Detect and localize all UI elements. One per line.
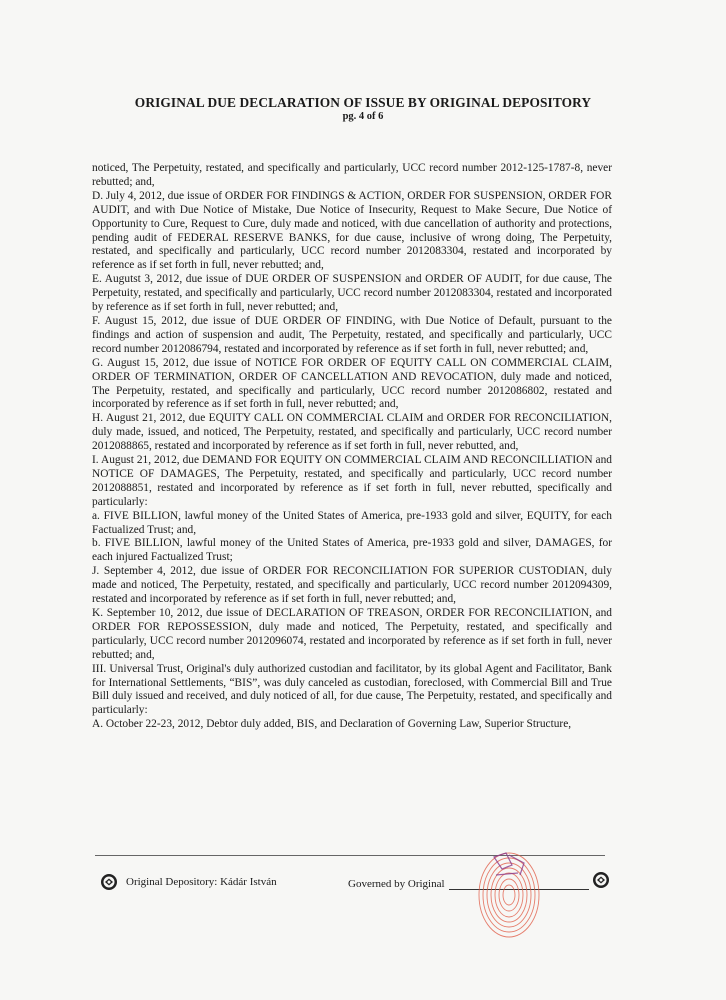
footer-seal-right <box>592 871 610 894</box>
paragraph: b. FIVE BILLION, lawful money of the United States of America, pre-1933 gold and silver, DAMAGES, for each injured Factualized Trust; <box>92 537 612 564</box>
governed-label: Governed by Original <box>348 878 445 890</box>
paragraph: E. Augutst 3, 2012, due issue of DUE ORDER OF SUSPENSION and ORDER OF AUDIT, for due cause, The Perpetuity, restated, and specifically and particularly, UCC record number 2012083304, restated and incorporated by reference as if set forth in full, never rebutted; and, <box>92 273 612 314</box>
seal-icon <box>100 873 118 891</box>
paragraph: H. August 21, 2012, due EQUITY CALL ON COMMERCIAL CLAIM and ORDER FOR RECONCILIATION, duly made, issued, and noticed, The Perpetuity, restated, and specifically and particularly, UCC record number 2012088865, restated and incorporated by reference as if set forth in full, never rebutted, and, <box>92 412 612 453</box>
document-title: ORIGINAL DUE DECLARATION OF ISSUE BY ORIGINAL DEPOSITORY <box>134 95 592 110</box>
paragraph: III. Universal Trust, Original's duly authorized custodian and facilitator, by its global Agent and Facilitator, Bank for International Settlements, “BIS”, was duly canceled as custodian, foreclosed, with Commercial Bill and True Bill duly issued and received, and duly noticed of all, for due cause, The Perpetuity, restated, and specifically and particularly: <box>92 662 612 717</box>
thumbprint-signature <box>474 845 544 940</box>
paragraph: A. October 22-23, 2012, Debtor duly added, BIS, and Declaration of Governing Law, Superior Structure, <box>92 718 572 731</box>
paragraph: G. August 15, 2012, due issue of NOTICE FOR ORDER OF EQUITY CALL ON COMMERCIAL CLAIM, ORDER OF TERMINATION, ORDER OF CANCELLATION AND REVOCATION, duly made and noticed, The Perpetuity, restated, and specifically and particularly, UCC record number 2012086802, restated and incorporated by reference as if set forth in full, never rebutted; and, <box>92 356 612 411</box>
paragraph: D. July 4, 2012, due issue of ORDER FOR FINDINGS & ACTION, ORDER FOR SUSPENSION, ORDER FOR AUDIT, and with Due Notice of Mistake, Due Notice of Insecurity, Request to Make Secure, Due Notice of Opportunity to Cure, Request to Cure, duly made and noticed, with due cancellation of authority and protections, pending audit of FEDERAL RESERVE BANKS, for due cause, inclusive of wrong doing, The Perpetuity, restated, and specifically and particularly, UCC record number 2012083304, restated and incorporated by reference as if set forth in full, never rebutted; and, <box>92 189 612 272</box>
seal-icon <box>592 871 610 889</box>
depository-label: Original Depository: Kádár István <box>126 876 277 888</box>
paragraph: I. August 21, 2012, due DEMAND FOR EQUITY ON COMMERCIAL CLAIM AND RECONCILLIATION and NOTICE OF DAMAGES, The Perpetuity, restated, and specifically and particularly, UCC record number 2012088851, restated and incorporated by reference as if set forth in full, never rebutted, specifically and particularly: <box>92 454 612 508</box>
page-number: pg. 4 of 6 <box>342 111 384 122</box>
paragraph: a. FIVE BILLION, lawful money of the United States of America, pre-1933 gold and silver, EQUITY, for each Factualized Trust; and, <box>92 509 612 536</box>
document-body <box>92 162 612 732</box>
footer-depository <box>100 873 277 891</box>
paragraph: J. September 4, 2012, due issue of ORDER FOR RECONCILIATION FOR SUPERIOR CUSTODIAN, duly made and noticed, The Perpetuity, restated, and specifically and particularly, UCC record number 2012094309, restated and incorporated by reference as if set forth in full, never rebutted; and, <box>92 565 612 606</box>
paragraph: F. August 15, 2012, due issue of DUE ORDER OF FINDING, with Due Notice of Default, pursuant to the findings and action of suspension and audit, The Perpetuity, restated, and specifically and particularly, UCC record number 2012086794, restated and incorporated by reference as if set forth in full, never rebutted; and, <box>92 314 612 355</box>
paragraph: noticed, The Perpetuity, restated, and specifically and particularly, UCC record number 2012-125-1787-8, never rebutted; and, <box>92 162 612 188</box>
paragraph: K. September 10, 2012, due issue of DECLARATION OF TREASON, ORDER FOR RECONCILIATION, and ORDER FOR REPOSSESSION, duly made and noticed, The Perpetuity, restated, and specifically and particularly, UCC record number 2012096074, restated and incorporated by reference as if set forth in full, never rebutted; and, <box>92 607 612 661</box>
